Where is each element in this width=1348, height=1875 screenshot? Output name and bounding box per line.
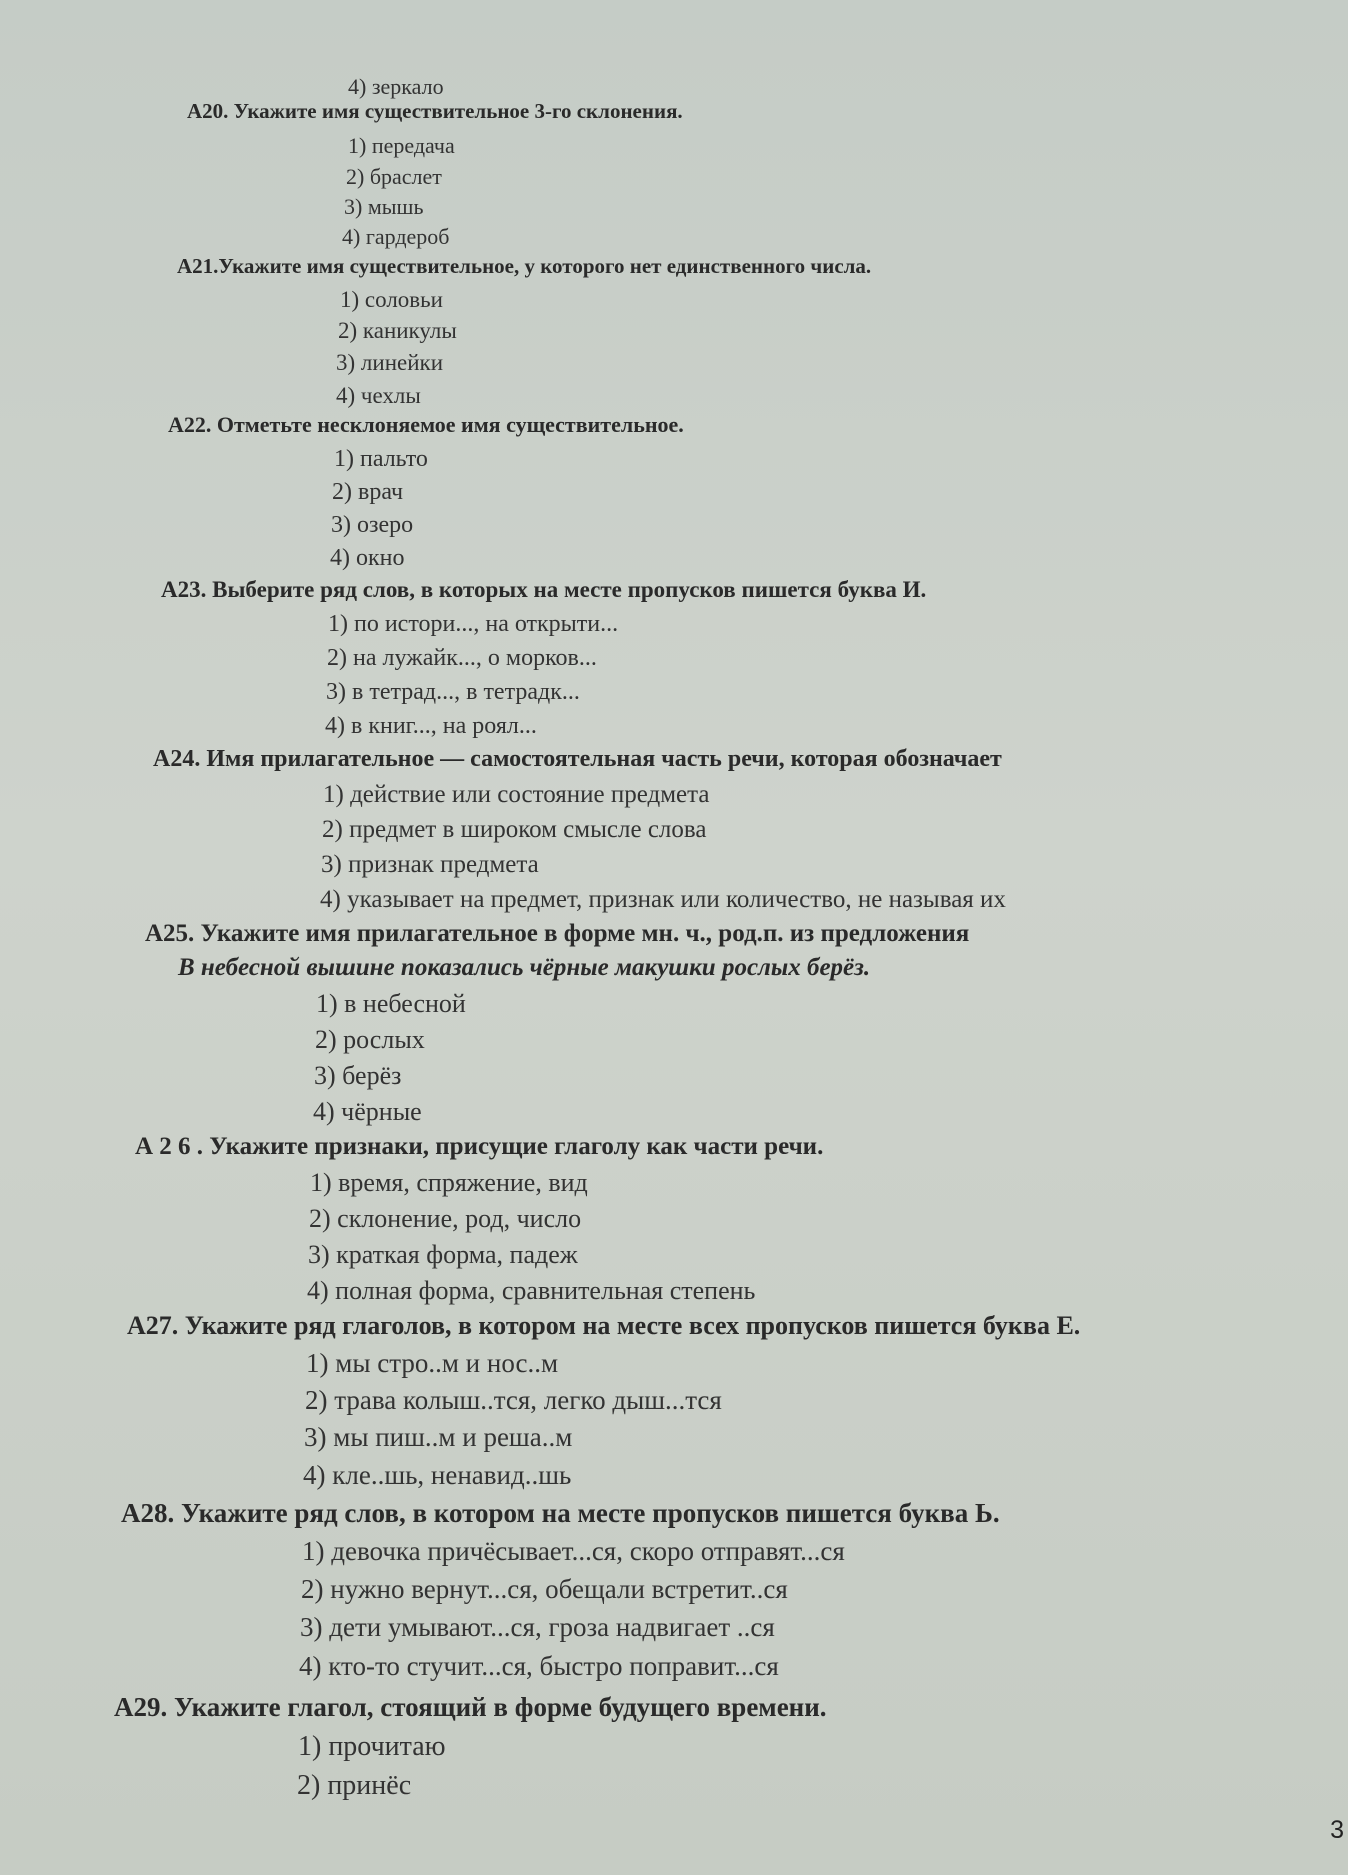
option: 3) в тетрад..., в тетрадк... xyxy=(326,679,580,705)
option: 1) мы стро..м и нос..м xyxy=(306,1348,559,1378)
option: 2) склонение, род, число xyxy=(309,1204,582,1233)
question-a27: А27. Укажите ряд глаголов, в котором на месте всех пропусков пишется буква Е. xyxy=(127,1311,1081,1340)
option: 2) нужно вернут...ся, обещали встретит..ся xyxy=(301,1574,788,1604)
option: 2) врач xyxy=(332,479,404,505)
question-a29: А29. Укажите глагол, стоящий в форме будущего времени. xyxy=(114,1692,827,1722)
option: 1) действие или состояние предмета xyxy=(323,781,710,808)
option: 1) девочка причёсывает...ся, скоро отправят...ся xyxy=(302,1536,845,1566)
option: 2) принёс xyxy=(297,1770,412,1801)
option: 2) рослых xyxy=(315,1025,425,1054)
question-a26: А 2 6 . Укажите признаки, присущие глаголу как части речи. xyxy=(135,1133,824,1160)
option: 4) кто-то стучит...ся, быстро поправит...ся xyxy=(299,1651,779,1681)
option: 2) браслет xyxy=(346,164,442,189)
page-number: 3 xyxy=(1330,1816,1344,1844)
option: 4) указывает на предмет, признак или количество, не называя их xyxy=(320,886,1006,913)
option: 3) краткая форма, падеж xyxy=(308,1240,578,1269)
option: 2) на лужайк..., о морков... xyxy=(327,645,597,671)
example-sentence: В небесной вышине показались чёрные макушки рослых берёз. xyxy=(178,954,871,981)
question-a23: А23. Выберите ряд слов, в которых на месте пропусков пишется буква И. xyxy=(161,577,927,602)
option: 2) предмет в широком смысле слова xyxy=(322,816,707,843)
option: 4) зеркало xyxy=(348,74,444,99)
question-a24: А24. Имя прилагательное — самостоятельная часть речи, которая обозначает xyxy=(153,746,1002,772)
option: 2) трава колыш..тся, легко дыш...тся xyxy=(305,1385,722,1415)
option: 4) в книг..., на роял... xyxy=(325,713,537,739)
option: 1) время, спряжение, вид xyxy=(310,1168,588,1197)
option: 2) каникулы xyxy=(338,318,457,343)
option: 1) прочитаю xyxy=(298,1731,446,1762)
question-a22: А22. Отметьте несклоняемое имя существительное. xyxy=(168,412,684,437)
option: 3) линейки xyxy=(336,350,444,375)
option: 4) чёрные xyxy=(313,1097,422,1126)
question-a20: А20. Укажите имя существительное 3-го склонения. xyxy=(187,99,683,123)
option: 4) окно xyxy=(330,545,405,571)
option: 3) мышь xyxy=(344,194,424,219)
option: 3) берёз xyxy=(314,1061,402,1090)
option: 4) полная форма, сравнительная степень xyxy=(307,1276,756,1305)
option: 1) пальто xyxy=(334,446,428,472)
option: 3) озеро xyxy=(331,512,414,538)
question-a25: А25. Укажите имя прилагательное в форме мн. ч., род.п. из предложения xyxy=(145,920,970,947)
option: 1) соловьи xyxy=(340,287,443,312)
option: 4) чехлы xyxy=(336,383,421,408)
option: 1) передача xyxy=(348,133,455,158)
question-a28: А28. Укажите ряд слов, в котором на месте пропусков пишется буква Ь. xyxy=(121,1498,1000,1528)
option: 4) гардероб xyxy=(342,224,450,249)
option: 1) в небесной xyxy=(316,989,466,1018)
question-a21: А21.Укажите имя существительное, у которого нет единственного числа. xyxy=(177,254,872,278)
option: 1) по истори..., на открыти... xyxy=(328,611,619,637)
option: 3) признак предмета xyxy=(321,851,539,878)
option: 3) дети умывают...ся, гроза надвигает ..ся xyxy=(300,1612,775,1642)
option: 3) мы пиш..м и реша..м xyxy=(304,1422,573,1452)
option: 4) кле..шь, ненавид..шь xyxy=(303,1460,572,1490)
